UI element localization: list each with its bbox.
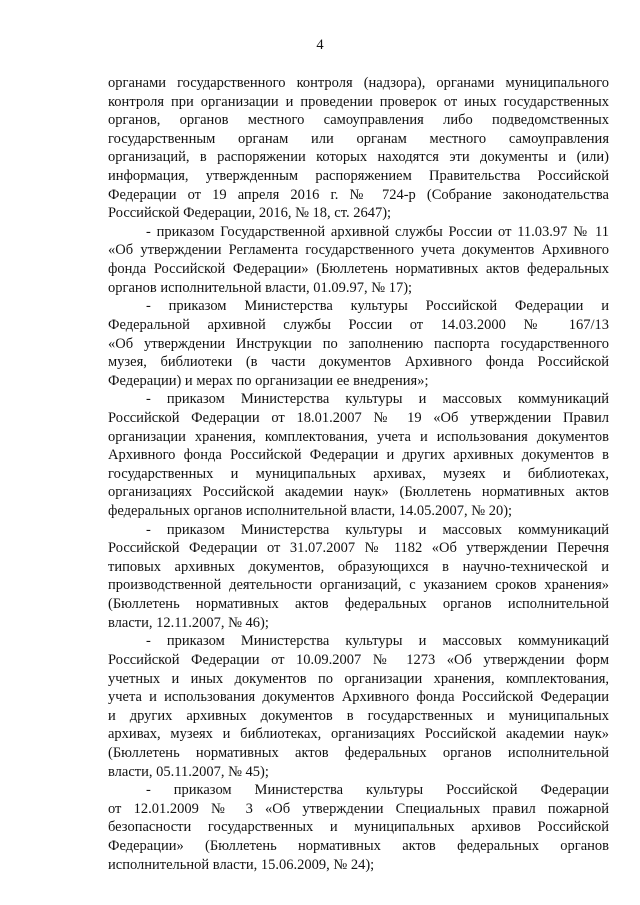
page-number: 4 xyxy=(316,37,324,53)
text-line: учетных и иных документов по организации хранения, комплектования, xyxy=(108,670,609,687)
text-line: Российской Федерации от 31.07.2007 № 1182 «Об утверждении Перечня xyxy=(108,540,609,557)
text-line: власти, 12.11.2007, № 46); xyxy=(108,614,269,631)
text-line: органов исполнительной власти, 01.09.97, № 17); xyxy=(108,279,413,296)
text-line: типовых архивных документов, образующихся в научно-технической и xyxy=(108,558,609,575)
text-line: «Об утверждении Регламента государственного учета документов Архивного xyxy=(108,242,609,259)
list-item xyxy=(108,297,609,390)
text-line: Российской Федерации, 2016, № 18, ст. 2647); xyxy=(108,205,392,222)
text-line: (Бюллетень нормативных актов федеральных органов исполнительной xyxy=(108,744,609,761)
text-line: исполнительной власти, 15.06.2009, № 24); xyxy=(108,856,375,873)
text-line: и других архивных документов в государственных и муниципальных xyxy=(108,707,609,724)
text-line: Федерации от 19 апреля 2016 г. № 724-р (Собрание законодательства xyxy=(108,186,609,203)
list-item xyxy=(108,390,609,520)
text-line: архивах, музеях и библиотеках, организациях Российской академии наук» xyxy=(108,726,609,743)
text-line: органами государственного контроля (надзора), органами муниципального xyxy=(108,75,609,91)
text-line: производственной деятельности организаций, с указанием сроков хранения» xyxy=(108,577,609,594)
text-line: фонда Российской Федерации» (Бюллетень нормативных актов федеральных xyxy=(108,261,609,278)
text-line: - приказом Министерства культуры Российской Федерации и xyxy=(146,298,609,315)
document-body xyxy=(108,74,609,874)
text-line: безопасности государственных и муниципальных архивов Российской xyxy=(108,819,609,836)
text-line: музея, библиотеки (в части документов Архивного фонда Российской xyxy=(108,354,609,371)
text-line: государственным органам или органам местного самоуправления xyxy=(108,130,609,147)
text-line: - приказом Министерства культуры Российской Федерации xyxy=(146,782,609,799)
list-item xyxy=(108,632,609,781)
text-line: государственных и муниципальных архивах, музеях и библиотеках, xyxy=(108,465,609,482)
text-line: Российской Федерации от 10.09.2007 № 1273 «Об утверждении форм xyxy=(108,651,609,668)
text-line: Федеральной архивной службы России от 14.03.2000 № 167/13 xyxy=(108,316,609,333)
text-line: Архивного фонда Российской Федерации и других архивных документов в xyxy=(108,447,609,464)
text-line: - приказом Министерства культуры и массовых коммуникаций xyxy=(146,633,609,650)
text-line: федеральных органов исполнительной власти, 14.05.2007, № 20); xyxy=(108,503,513,520)
list-item xyxy=(108,781,609,874)
intro-paragraph xyxy=(108,74,609,223)
text-line: - приказом Государственной архивной службы России от 11.03.97 № 11 xyxy=(146,223,609,240)
text-line: организаций, в распоряжении которых находятся эти документы и (или) xyxy=(108,149,609,166)
text-line: информация, утвержденным распоряжением Правительства Российской xyxy=(108,168,609,185)
text-line: от 12.01.2009 № 3 «Об утверждении Специальных правил пожарной xyxy=(108,800,609,817)
text-line: учета и использования документов Архивного фонда Российской Федерации xyxy=(108,689,609,706)
list-item xyxy=(108,521,609,633)
text-line: - приказом Министерства культуры и массовых коммуникаций xyxy=(146,391,609,408)
text-line: органов, органов местного самоуправления либо подведомственных xyxy=(108,112,609,129)
text-line: (Бюллетень нормативных актов федеральных органов исполнительной xyxy=(108,596,609,613)
text-line: - приказом Министерства культуры и массовых коммуникаций xyxy=(146,521,609,538)
text-line: организации хранения, комплектования, учета и использования документов xyxy=(108,428,609,445)
text-line: Российской Федерации от 18.01.2007 № 19 «Об утверждении Правил xyxy=(108,409,609,426)
text-line: власти, 05.11.2007, № 45); xyxy=(108,763,269,780)
text-line: организациях Российской академии наук» (Бюллетень нормативных актов xyxy=(108,484,609,501)
text-line: Федерации» (Бюллетень нормативных актов федеральных органов xyxy=(108,837,609,854)
text-line: Федерации) и мерах по организации ее внедрения»; xyxy=(108,372,429,389)
text-line: «Об утверждении Инструкции по заполнению паспорта государственного xyxy=(108,335,609,352)
list-item xyxy=(108,223,609,297)
text-line: контроля при организации и проведении проверок от иных государственных xyxy=(108,93,609,110)
